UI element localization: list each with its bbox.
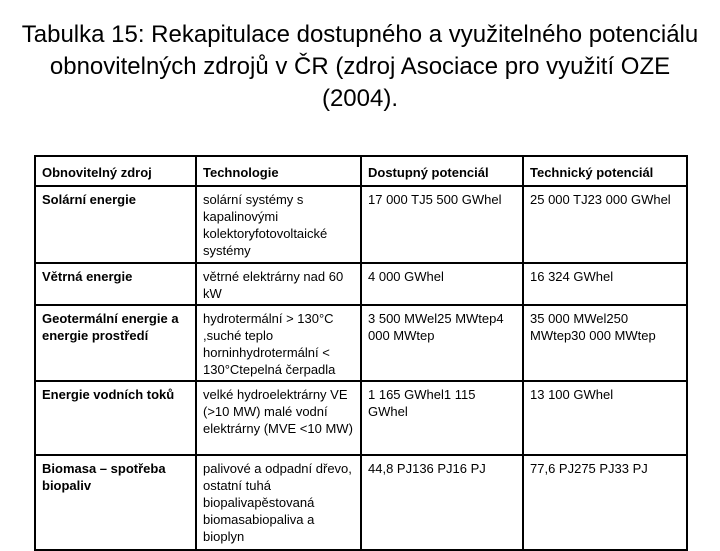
source-cell: Geotermální energie a energie prostředí [35, 305, 196, 381]
table-row [35, 455, 687, 550]
table-row [35, 305, 687, 381]
header-cell: Technologie [196, 156, 361, 186]
technology-cell: větrné elektrárny nad 60 kW [196, 263, 361, 305]
technology-cell: palivové a odpadní dřevo, ostatní tuhá biopalivapěstovaná biomasabiopaliva a bioplyn [196, 455, 361, 550]
table-row [35, 263, 687, 305]
source-cell: Větrná energie [35, 263, 196, 305]
technical-cell: 13 100 GWhel [523, 381, 687, 455]
available-cell: 44,8 PJ136 PJ16 PJ [361, 455, 523, 550]
technical-cell: 16 324 GWhel [523, 263, 687, 305]
technical-cell: 35 000 MWel250 MWtep30 000 MWtep [523, 305, 687, 381]
technology-cell: solární systémy s kapalinovými kolektoryfotovoltaické systémy [196, 186, 361, 263]
source-cell: Energie vodních toků [35, 381, 196, 455]
table-row [35, 381, 687, 455]
source-cell: Biomasa – spotřeba biopaliv [35, 455, 196, 550]
table-header-row [35, 156, 687, 186]
source-cell: Solární energie [35, 186, 196, 263]
table-row [35, 186, 687, 263]
available-cell: 17 000 TJ5 500 GWhel [361, 186, 523, 263]
technology-cell: velké hydroelektrárny VE (>10 MW) malé vodní elektrárny (MVE <10 MW) [196, 381, 361, 455]
available-cell: 3 500 MWel25 MWtep4 000 MWtep [361, 305, 523, 381]
technical-cell: 77,6 PJ275 PJ33 PJ [523, 455, 687, 550]
technical-cell: 25 000 TJ23 000 GWhel [523, 186, 687, 263]
header-cell: Dostupný potenciál [361, 156, 523, 186]
potential-table [34, 155, 688, 551]
technology-cell: hydrotermální > 130°C ,suché teplo horninhydrotermální < 130°Ctepelná čerpadla [196, 305, 361, 381]
available-cell: 1 165 GWhel1 115 GWhel [361, 381, 523, 455]
header-cell: Obnovitelný zdroj [35, 156, 196, 186]
available-cell: 4 000 GWhel [361, 263, 523, 305]
page-title: Tabulka 15: Rekapitulace dostupného a využitelného potenciálu obnovitelných zdrojů v ČR (zdroj Asociace pro využití OZE (2004). [21, 21, 699, 112]
header-cell: Technický potenciál [523, 156, 687, 186]
